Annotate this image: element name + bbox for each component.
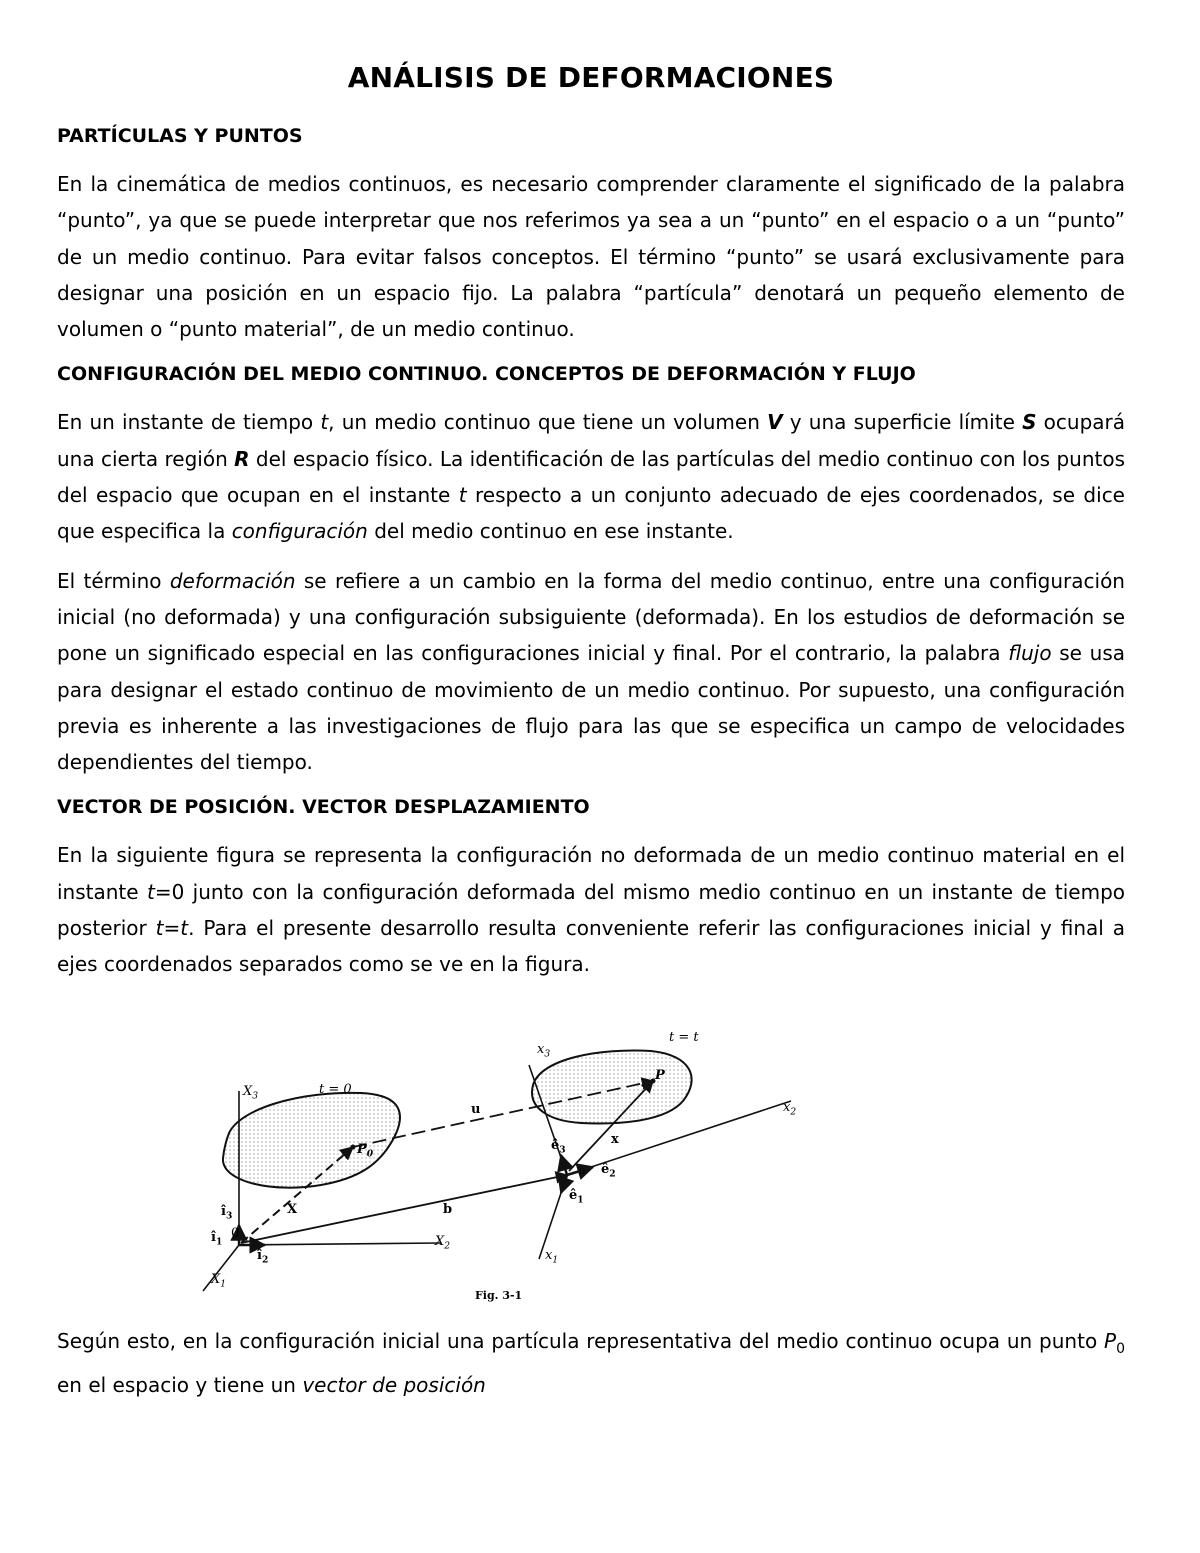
figure-caption: Fig. 3-1 bbox=[475, 1288, 523, 1302]
paragraph-configuracion: En un instante de tiempo t, un medio continuo que tiene un volumen V y una superficie límite S ocupará una cierta región R del espacio físico. La identificación de las partículas del medio continuo con los puntos del espacio que ocupan en el instante t respecto a un conjunto adecuado de ejes coordenados, se dice que especifica la configuración del medio continuo en ese instante. bbox=[57, 410, 1126, 544]
label-X3: $X_3$ bbox=[243, 1083, 259, 1102]
label-e3: $ê_3$ bbox=[551, 1137, 566, 1156]
label-i1: $î_1$ bbox=[211, 1229, 223, 1248]
section-heading-particulas: PARTÍCULAS Y PUNTOS bbox=[57, 125, 303, 147]
label-e1: $ê_1$ bbox=[569, 1187, 584, 1206]
label-X2: $X_2$ bbox=[435, 1233, 451, 1252]
label-P0: $P_0$ bbox=[357, 1141, 374, 1160]
paragraph-figura-intro: En la siguiente figura se representa la configuración no deformada de un medio continuo material en el instante t=0 junto con la configuración deformada del mismo medio continuo en un instante de tiempo posterior t=t. Para el presente desarrollo resulta conveniente referir las configuraciones inicial y final a ejes coordenados separados como se ve en la figura. bbox=[57, 843, 1125, 977]
label-u: u bbox=[471, 1101, 481, 1117]
label-x3: $x_3$ bbox=[537, 1041, 551, 1060]
label-b: b bbox=[443, 1201, 453, 1217]
unit-vector-e3 bbox=[561, 1155, 567, 1175]
paragraph-posicion: Según esto, en la configuración inicial una partícula representativa del medio continuo ocupa un punto $P_0$ en el espacio y tiene un vector de posición bbox=[57, 1328, 1125, 1397]
point-P0 bbox=[351, 1144, 356, 1149]
deformation-figure bbox=[61, 1013, 921, 1303]
label-X1: $X_1$ bbox=[211, 1271, 227, 1290]
paragraph-particulas: En la cinemática de medios continuos, es necesario comprender claramente el significado de la palabra “punto”, ya que se puede interpretar que nos referimos ya sea a un “punto” en el espacio o a un “punto” de un medio continuo. Para evitar falsos conceptos. El término “punto” se usará exclusivamente para designar una posición en un espacio fijo. La palabra “partícula” denotará un pequeño elemento de volumen o “punto material”, de un medio continuo. bbox=[57, 172, 1125, 342]
deformed-body-shape bbox=[532, 1050, 692, 1123]
deformation-diagram bbox=[61, 1013, 921, 1303]
initial-body-shape bbox=[223, 1092, 400, 1187]
document-title: ANÁLISIS DE DEFORMACIONES bbox=[347, 61, 835, 94]
label-e2: $ê_2$ bbox=[601, 1161, 616, 1180]
unit-vector-e1 bbox=[561, 1175, 567, 1193]
section-heading-vector-posicion: VECTOR DE POSICIÓN. VECTOR DESPLAZAMIENTO bbox=[57, 796, 590, 819]
label-i3: $î_3$ bbox=[221, 1203, 233, 1222]
label-t0: t = 0 bbox=[319, 1081, 352, 1097]
axis-X2 bbox=[239, 1243, 441, 1245]
label-origin-o: o bbox=[579, 1165, 586, 1177]
label-x-vector: x bbox=[611, 1131, 619, 1147]
label-origin-O: 0 bbox=[231, 1225, 240, 1241]
label-tt: t = t bbox=[669, 1029, 699, 1045]
paragraph-deformacion: El término deformación se refiere a un cambio en la forma del medio continuo, entre una configuración inicial (no deformada) y una configuración subsiguiente (deformada). En los estudios de deformación se pone un significado especial en las configuraciones inicial y final. Por el contrario, la palabra flujo se usa para designar el estado continuo de movimiento de un medio continuo. Por supuesto, una configuración previa es inherente a las investigaciones de flujo para las que se especifica un campo de velocidades dependientes del tiempo. bbox=[57, 568, 1125, 775]
label-x1: $x_1$ bbox=[545, 1247, 559, 1266]
section-heading-configuracion: CONFIGURACIÓN DEL MEDIO CONTINUO. CONCEPTOS DE DEFORMACIÓN Y FLUJO bbox=[57, 363, 916, 386]
label-i2: $î_2$ bbox=[257, 1247, 269, 1266]
label-P: P bbox=[655, 1067, 665, 1083]
label-x2: $x_2$ bbox=[783, 1099, 797, 1118]
document-page bbox=[57, 58, 1125, 1416]
label-X-vector: X bbox=[287, 1201, 298, 1217]
